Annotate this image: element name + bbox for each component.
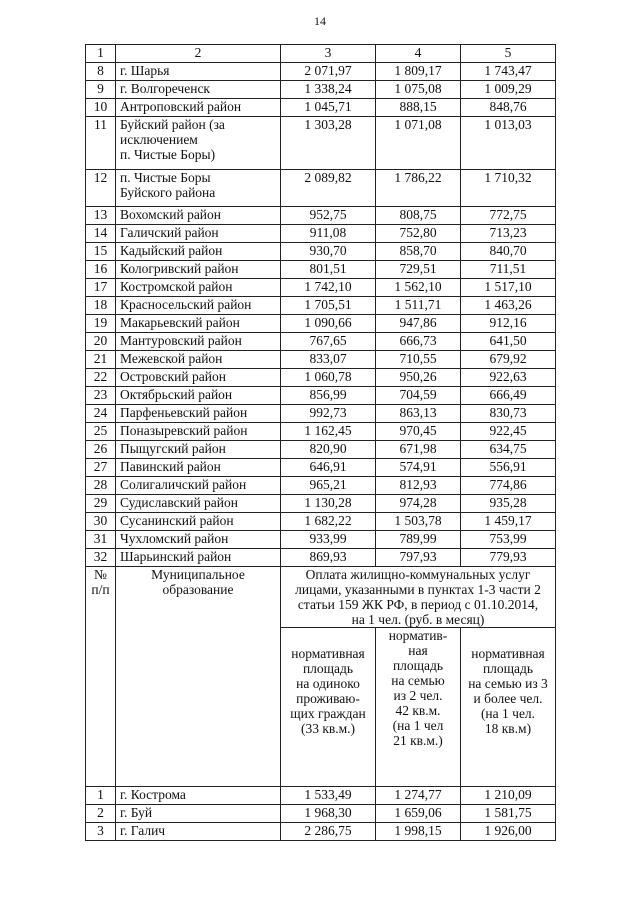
value-cell: 2 071,97	[281, 63, 376, 81]
municipality-name: г. Кострома	[116, 787, 281, 805]
norm-header-line: площадь	[392, 658, 444, 673]
value-cell: 840,70	[461, 243, 556, 261]
value-cell: 1 503,78	[376, 513, 461, 531]
two-person-norm-header	[376, 628, 461, 787]
column-number: 2	[116, 45, 281, 63]
num-header-line: п/п	[91, 582, 110, 597]
row-number: 2	[86, 805, 116, 823]
table-row	[86, 261, 556, 279]
table-row	[86, 513, 556, 531]
table-row	[86, 495, 556, 513]
value-cell: 679,92	[461, 351, 556, 369]
table-row	[86, 333, 556, 351]
row-number: 9	[86, 81, 116, 99]
municipality-name: Макарьевский район	[116, 315, 281, 333]
value-cell: 808,75	[376, 207, 461, 225]
row-number: 31	[86, 531, 116, 549]
municipality-name: г. Галич	[116, 823, 281, 841]
row-number: 24	[86, 405, 116, 423]
value-cell: 1 303,28	[281, 117, 376, 170]
municipality-name: Костромской район	[116, 279, 281, 297]
municipality-name: Сусанинский район	[116, 513, 281, 531]
municipality-name	[116, 117, 281, 170]
table-row	[86, 117, 556, 170]
municipality-name: Солигаличский район	[116, 477, 281, 495]
norm-header-line: на семью из 3	[468, 676, 548, 691]
value-cell: 912,16	[461, 315, 556, 333]
table-row	[86, 459, 556, 477]
norm-header-line: нормативная	[471, 646, 545, 661]
norm-header-line: щих граждан	[290, 706, 366, 721]
value-cell: 933,99	[281, 531, 376, 549]
value-cell: 888,15	[376, 99, 461, 117]
municipality-name-line: Буйский район (за	[120, 117, 225, 132]
value-cell: 1 517,10	[461, 279, 556, 297]
value-cell: 801,51	[281, 261, 376, 279]
municipality-name-line: исключением	[120, 132, 198, 147]
value-cell: 666,49	[461, 387, 556, 405]
payment-header-line: лицами, указанными в пунктах 1-3 части 2	[295, 582, 541, 597]
norm-header-line: норматив-	[388, 628, 448, 643]
row-number: 14	[86, 225, 116, 243]
value-cell: 1 210,09	[461, 787, 556, 805]
value-cell: 671,98	[376, 441, 461, 459]
value-cell: 752,80	[376, 225, 461, 243]
norm-header-line: проживаю-	[296, 691, 360, 706]
value-cell: 2 089,82	[281, 170, 376, 207]
payment-header-line: на 1 чел. (руб. в месяц)	[351, 612, 485, 627]
value-cell: 1 786,22	[376, 170, 461, 207]
row-number: 15	[86, 243, 116, 261]
value-cell: 646,91	[281, 459, 376, 477]
municipality-name-line: п. Чистые Боры	[120, 170, 211, 185]
value-cell: 556,91	[461, 459, 556, 477]
norm-header-line: 18 кв.м)	[484, 721, 532, 736]
value-cell: 970,45	[376, 423, 461, 441]
table-row	[86, 405, 556, 423]
payment-header-line: статьи 159 ЖК РФ, в период с 01.10.2014,	[297, 597, 539, 612]
table-row	[86, 423, 556, 441]
value-cell: 1 511,71	[376, 297, 461, 315]
municipality-name	[116, 170, 281, 207]
payment-header	[281, 567, 556, 628]
table-row	[86, 207, 556, 225]
row-number: 32	[86, 549, 116, 567]
value-cell: 574,91	[376, 459, 461, 477]
table-row	[86, 243, 556, 261]
table-row	[86, 823, 556, 841]
norm-header-line: из 2 чел.	[393, 688, 443, 703]
norm-header-line: 21 кв.м.)	[393, 733, 443, 748]
norm-header-line: нормативная	[291, 646, 365, 661]
table-row	[86, 805, 556, 823]
table-row	[86, 81, 556, 99]
value-cell: 952,75	[281, 207, 376, 225]
row-number: 21	[86, 351, 116, 369]
municipality-name: Павинский район	[116, 459, 281, 477]
value-cell: 833,07	[281, 351, 376, 369]
value-cell: 1 162,45	[281, 423, 376, 441]
row-number: 19	[86, 315, 116, 333]
value-cell: 947,86	[376, 315, 461, 333]
value-cell: 711,51	[461, 261, 556, 279]
value-cell: 1 926,00	[461, 823, 556, 841]
municipality-name: Шарьинский район	[116, 549, 281, 567]
table-row	[86, 99, 556, 117]
value-cell: 922,63	[461, 369, 556, 387]
num-column-header	[86, 567, 116, 787]
value-cell: 858,70	[376, 243, 461, 261]
table-row	[86, 477, 556, 495]
value-cell: 965,21	[281, 477, 376, 495]
value-cell: 1 274,77	[376, 787, 461, 805]
municipality-name: Галичский район	[116, 225, 281, 243]
value-cell: 820,90	[281, 441, 376, 459]
value-cell: 767,65	[281, 333, 376, 351]
norm-header-line: ная	[408, 643, 428, 658]
row-number: 1	[86, 787, 116, 805]
value-cell: 1 743,47	[461, 63, 556, 81]
value-cell: 863,13	[376, 405, 461, 423]
value-cell: 950,26	[376, 369, 461, 387]
row-number: 13	[86, 207, 116, 225]
row-number: 17	[86, 279, 116, 297]
municipality-name: Кологривский район	[116, 261, 281, 279]
table-row	[86, 369, 556, 387]
norm-header-line: и более чел.	[473, 691, 543, 706]
table-row	[86, 787, 556, 805]
value-cell: 1 682,22	[281, 513, 376, 531]
municipality-name: Парфеньевский район	[116, 405, 281, 423]
value-cell: 1 581,75	[461, 805, 556, 823]
norm-header-line: (на 1 чел	[392, 718, 444, 733]
value-cell: 710,55	[376, 351, 461, 369]
norm-header-line: (на 1 чел.	[480, 706, 536, 721]
value-cell: 1 090,66	[281, 315, 376, 333]
value-cell: 1 809,17	[376, 63, 461, 81]
value-cell: 1 998,15	[376, 823, 461, 841]
column-number-row	[86, 45, 556, 63]
row-number: 3	[86, 823, 116, 841]
table-row	[86, 279, 556, 297]
value-cell: 634,75	[461, 441, 556, 459]
row-number: 12	[86, 170, 116, 207]
table-row	[86, 549, 556, 567]
value-cell: 911,08	[281, 225, 376, 243]
municipality-name: Октябрьский район	[116, 387, 281, 405]
municipality-name: Межевской район	[116, 351, 281, 369]
value-cell: 641,50	[461, 333, 556, 351]
value-cell: 848,76	[461, 99, 556, 117]
value-cell: 789,99	[376, 531, 461, 549]
value-cell: 974,28	[376, 495, 461, 513]
row-number: 11	[86, 117, 116, 170]
municipality-name: Поназыревский район	[116, 423, 281, 441]
column-number: 5	[461, 45, 556, 63]
municipality-name: Мантуровский район	[116, 333, 281, 351]
value-cell: 1 968,30	[281, 805, 376, 823]
value-cell: 2 286,75	[281, 823, 376, 841]
table-row	[86, 63, 556, 81]
row-number: 30	[86, 513, 116, 531]
table-row	[86, 225, 556, 243]
value-cell: 1 060,78	[281, 369, 376, 387]
municipality-name: г. Волгореченск	[116, 81, 281, 99]
row-number: 16	[86, 261, 116, 279]
value-cell: 869,93	[281, 549, 376, 567]
value-cell: 1 463,26	[461, 297, 556, 315]
column-number: 1	[86, 45, 116, 63]
column-number: 3	[281, 45, 376, 63]
municipality-name-line: Буйского района	[120, 185, 216, 200]
value-cell: 935,28	[461, 495, 556, 513]
norm-header-line: 42 кв.м.	[395, 703, 441, 718]
value-cell: 992,73	[281, 405, 376, 423]
three-plus-norm-header	[461, 628, 556, 787]
value-cell: 1 071,08	[376, 117, 461, 170]
value-cell: 1 533,49	[281, 787, 376, 805]
value-cell: 1 045,71	[281, 99, 376, 117]
table-row	[86, 170, 556, 207]
value-cell: 797,93	[376, 549, 461, 567]
table-row	[86, 531, 556, 549]
table-row	[86, 351, 556, 369]
row-number: 20	[86, 333, 116, 351]
table-row	[86, 387, 556, 405]
row-number: 8	[86, 63, 116, 81]
value-cell: 830,73	[461, 405, 556, 423]
norm-header-line: на одиноко	[296, 676, 360, 691]
municipality-name: Пыщугский район	[116, 441, 281, 459]
value-cell: 713,23	[461, 225, 556, 243]
value-cell: 774,86	[461, 477, 556, 495]
row-number: 27	[86, 459, 116, 477]
value-cell: 772,75	[461, 207, 556, 225]
row-number: 26	[86, 441, 116, 459]
municipality-header-line: Муниципальное	[151, 567, 245, 582]
row-number: 28	[86, 477, 116, 495]
municipality-header-line: образование	[162, 582, 234, 597]
value-cell: 1 459,17	[461, 513, 556, 531]
row-number: 10	[86, 99, 116, 117]
row-number: 29	[86, 495, 116, 513]
norm-header-line: (33 кв.м.)	[300, 721, 356, 736]
municipality-name: Вохомский район	[116, 207, 281, 225]
value-cell: 1 075,08	[376, 81, 461, 99]
row-number: 18	[86, 297, 116, 315]
table-row	[86, 297, 556, 315]
column-number: 4	[376, 45, 461, 63]
municipality-name: Антроповский район	[116, 99, 281, 117]
value-cell: 922,45	[461, 423, 556, 441]
municipality-name: Кадыйский район	[116, 243, 281, 261]
municipality-name: Красносельский район	[116, 297, 281, 315]
value-cell: 1 009,29	[461, 81, 556, 99]
municipality-name: Островский район	[116, 369, 281, 387]
value-cell: 704,59	[376, 387, 461, 405]
second-header-row	[86, 567, 556, 628]
value-cell: 812,93	[376, 477, 461, 495]
value-cell: 729,51	[376, 261, 461, 279]
norm-header-line: на семью	[391, 673, 445, 688]
municipality-column-header	[116, 567, 281, 787]
value-cell: 1 338,24	[281, 81, 376, 99]
municipality-name: Чухломский район	[116, 531, 281, 549]
value-cell: 1 562,10	[376, 279, 461, 297]
value-cell: 856,99	[281, 387, 376, 405]
value-cell: 1 130,28	[281, 495, 376, 513]
table-row	[86, 315, 556, 333]
table-row	[86, 441, 556, 459]
municipality-name: г. Шарья	[116, 63, 281, 81]
value-cell: 1 710,32	[461, 170, 556, 207]
single-resident-norm-header	[281, 628, 376, 787]
num-header-line: №	[94, 567, 107, 582]
value-cell: 1 659,06	[376, 805, 461, 823]
row-number: 25	[86, 423, 116, 441]
payment-header-line: Оплата жилищно-коммунальных услуг	[305, 567, 531, 582]
value-cell: 1 742,10	[281, 279, 376, 297]
value-cell: 753,99	[461, 531, 556, 549]
value-cell: 930,70	[281, 243, 376, 261]
norm-header-line: площадь	[482, 661, 534, 676]
value-cell: 1 013,03	[461, 117, 556, 170]
value-cell: 666,73	[376, 333, 461, 351]
row-number: 23	[86, 387, 116, 405]
tariff-table	[85, 44, 556, 841]
row-number: 22	[86, 369, 116, 387]
page-number: 14	[314, 14, 326, 28]
municipality-name: Судиславский район	[116, 495, 281, 513]
norm-header-line: площадь	[302, 661, 354, 676]
value-cell: 1 705,51	[281, 297, 376, 315]
municipality-name-line: п. Чистые Боры)	[120, 147, 216, 162]
municipality-name: г. Буй	[116, 805, 281, 823]
value-cell: 779,93	[461, 549, 556, 567]
